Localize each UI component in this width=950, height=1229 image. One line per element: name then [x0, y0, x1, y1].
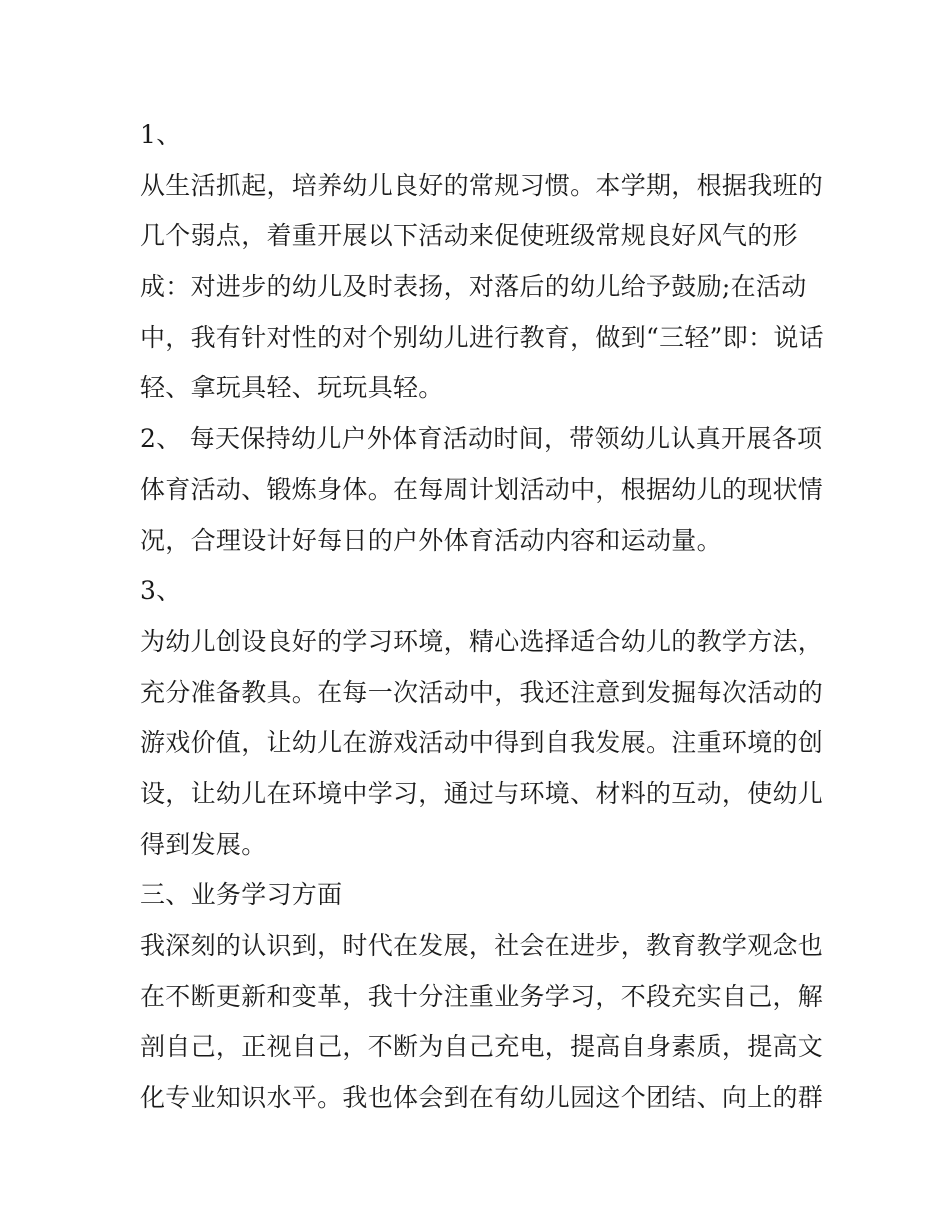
text-line: 游戏价值，让幼儿在游戏活动中得到自我发展。注重环境的创 — [140, 728, 824, 758]
text-line: 从生活抓起，培养幼儿良好的常规习惯。本学期，根据我班的 — [140, 170, 824, 200]
text-line: 几个弱点，着重开展以下活动来促使班级常规良好风气的形 — [140, 221, 798, 251]
text-line: 中，我有针对性的对个别幼儿进行教育，做到“三轻”即：说话 — [140, 322, 824, 352]
text-line: 在不断更新和变革，我十分注重业务学习，不段充实自己，解 — [140, 981, 824, 1011]
text-line: 充分准备教具。在每一次活动中，我还注意到发掘每次活动的 — [140, 677, 824, 707]
text-line: 设，让幼儿在环境中学习，通过与环境、材料的互动，使幼儿 — [140, 778, 824, 808]
text-line: 得到发展。 — [140, 829, 267, 859]
text-line: 2、 每天保持幼儿户外体育活动时间，带领幼儿认真开展各项 — [140, 424, 823, 454]
text-line: 3、 — [140, 576, 182, 606]
document-body — [140, 110, 824, 1124]
text-line: 为幼儿创设良好的学习环境，精心选择适合幼儿的教学方法， — [140, 626, 824, 656]
text-line: 成：对进步的幼儿及时表扬，对落后的幼儿给予鼓励;在活动 — [140, 272, 807, 302]
text-line: 轻、拿玩具轻、玩玩具轻。 — [140, 373, 444, 403]
text-line: 况，合理设计好每日的户外体育活动内容和运动量。 — [140, 525, 722, 555]
section-heading: 三、业务学习方面 — [140, 880, 343, 910]
text-line: 剖自己，正视自己，不断为自己充电，提高自身素质，提高文 — [140, 1032, 824, 1062]
text-line: 我深刻的认识到，时代在发展，社会在进步，教育教学观念也 — [140, 931, 824, 960]
text-line: 体育活动、锻炼身体。在每周计划活动中，根据幼儿的现状情 — [140, 474, 824, 504]
text-line: 1、 — [140, 120, 182, 149]
text-line: 化专业知识水平。我也体会到在有幼儿园这个团结、向上的群 — [140, 1083, 824, 1113]
